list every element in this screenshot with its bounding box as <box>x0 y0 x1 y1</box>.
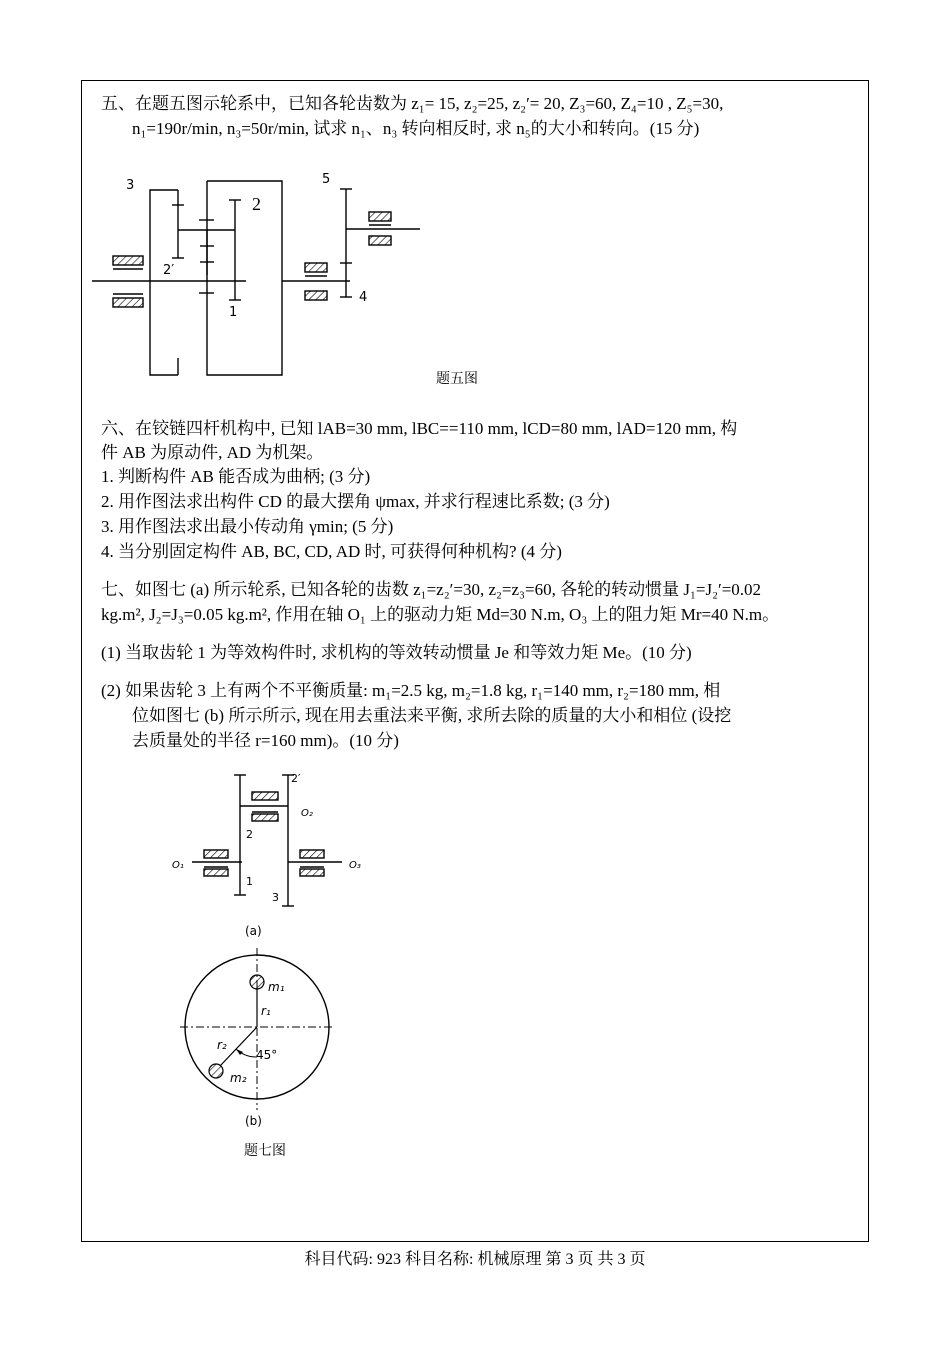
q5-label-4: 4 <box>359 290 368 305</box>
q7-sub2-line1: (2) 如果齿轮 3 上有两个不平衡质量: m₁=2.5 kg, m₂=1.8 kg, r₁=140 mm, r₂=180 mm, 相 <box>101 681 721 700</box>
q6-line2: 件 AB 为原动件, AD 为机架。 <box>101 443 324 462</box>
q7a-label-3: 3 <box>272 891 279 904</box>
q7a-caption: (a) <box>245 924 262 938</box>
q7b-label-r2: r₂ <box>217 1038 227 1052</box>
q5-fig-caption: 题五图 <box>436 371 478 387</box>
q7b-label-r1: r₁ <box>261 1004 271 1018</box>
page-footer: 科目代码: 923 科目名称: 机械原理 第 3 页 共 3 页 <box>304 1251 646 1268</box>
q7-sub2-line3: 去质量处的半径 r=160 mm)。(10 分) <box>132 731 399 750</box>
q6-line1: 六、在铰链四杆机构中, 已知 lAB=30 mm, lBC==110 mm, lCD=80 mm, lAD=120 mm, 构 <box>101 419 738 438</box>
q7-fig-caption: 题七图 <box>244 1143 286 1159</box>
q5-line1: 五、在题五图示轮系中，已知各轮齿数为 z₁= 15, z₂=25, z₂′= 20, Z₃=60, Z₄=10 , Z₅=30, <box>101 94 724 113</box>
q7a-label-o2: O₂ <box>301 808 313 819</box>
q5-label-5: 5 <box>322 172 331 187</box>
q7b-label-angle: 45° <box>256 1048 278 1062</box>
q7a-label-o3: O₃ <box>349 860 361 871</box>
q7-sub2-line2: 位如图七 (b) 所示所示, 现在用去重法来平衡, 求所去除的质量的大小和相位 (设挖 <box>132 706 732 725</box>
q6-item-1: 1. 判断构件 AB 能否成为曲柄; (3 分) <box>101 467 371 486</box>
q7b-label-m2: m₂ <box>230 1071 247 1085</box>
q7-sub1: (1) 当取齿轮 1 为等效构件时, 求机构的等效转动惯量 Je 和等效力矩 Me。(10 分) <box>101 643 692 662</box>
q5-label-1: 1 <box>229 305 238 320</box>
q5-line2: n₁=190r/min, n₃=50r/min, 试求 n₁、n₃ 转向相反时, 求 n₅的大小和转向。(15 分) <box>132 119 700 138</box>
q7-line1: 七、如图七 (a) 所示轮系, 已知各轮的齿数 z₁=z₂′=30, z₂=z₃=60, 各轮的转动惯量 J₁=J₂′=0.02 <box>101 580 762 599</box>
q7a-label-2: 2 <box>246 828 253 841</box>
q5-label-2p: 2′ <box>163 263 175 278</box>
q6-item-2: 2. 用作图法求出构件 CD 的最大摆角 ψmax, 并求行程速比系数; (3 分) <box>101 492 610 511</box>
q7a-label-2p: 2′ <box>291 772 301 785</box>
q6-item-4: 4. 当分别固定构件 AB, BC, CD, AD 时, 可获得何种机构? (4 分) <box>101 542 562 561</box>
q7a-label-1: 1 <box>246 875 253 888</box>
q7b-caption: (b) <box>245 1114 262 1128</box>
q6-item-3: 3. 用作图法求出最小传动角 γmin; (5 分) <box>101 517 394 536</box>
q5-label-3: 3 <box>126 178 135 193</box>
q5-label-2: 2 <box>252 194 261 214</box>
q7a-label-o1: O₁ <box>172 860 184 871</box>
q7-line2: kg.m², J₂=J₃=0.05 kg.m², 作用在轴 O₁ 上的驱动力矩 Md=30 N.m, O₃ 上的阻力矩 Mr=40 N.m。 <box>101 605 780 624</box>
q7b-label-m1: m₁ <box>268 980 285 994</box>
